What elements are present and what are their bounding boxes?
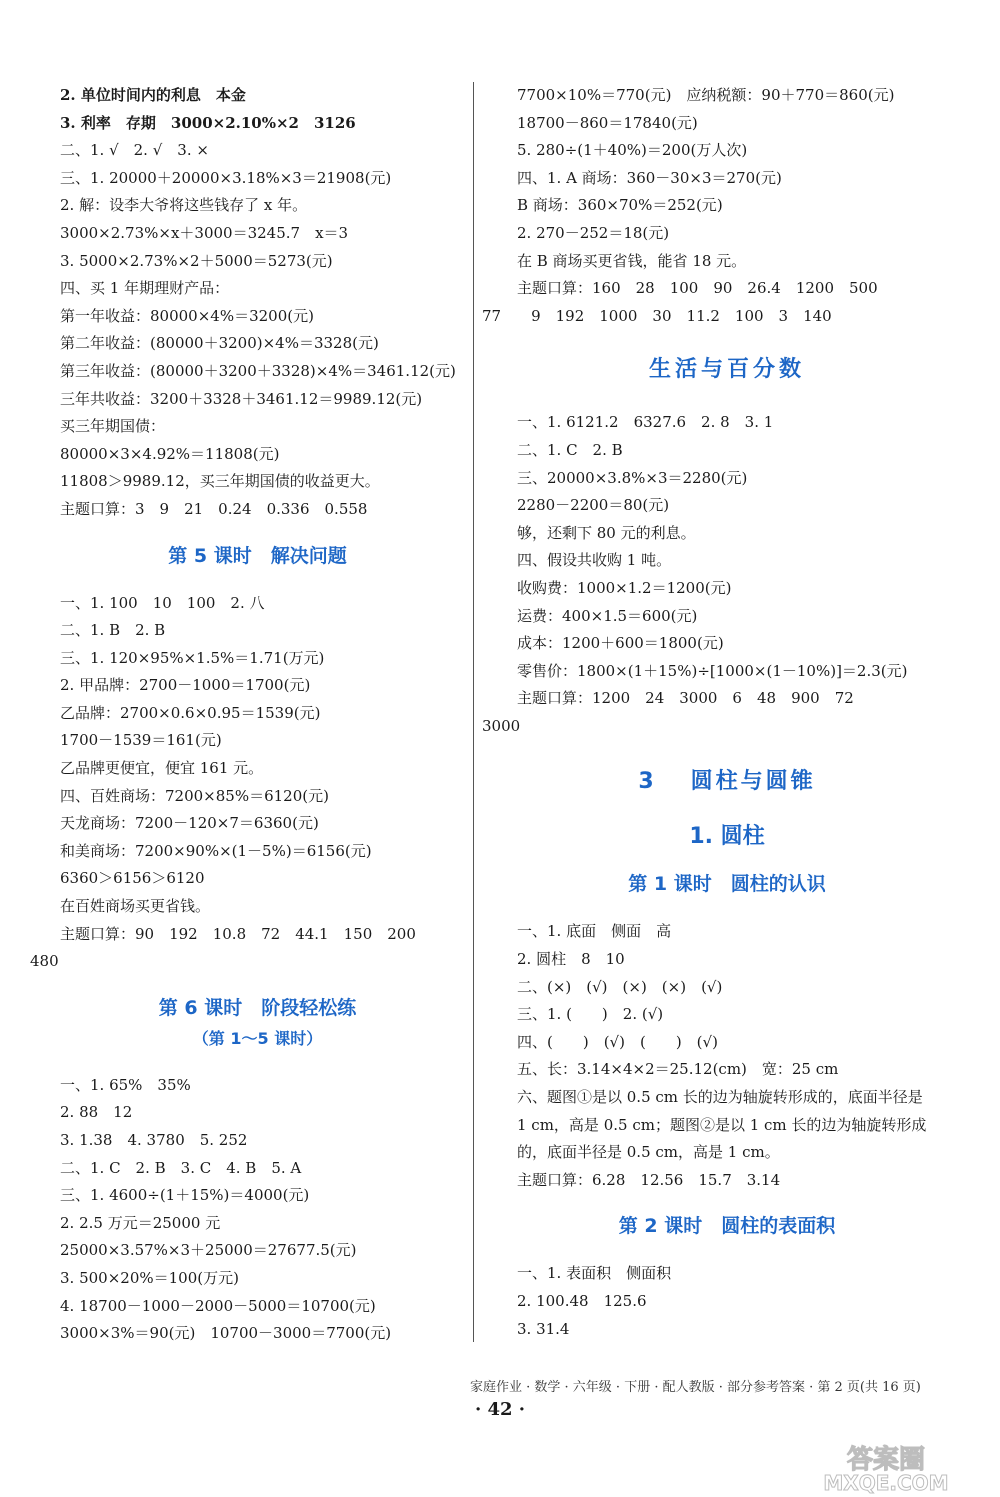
answer-line: 买三年期国债： bbox=[60, 417, 166, 436]
answer-line: 三年共收益：3200＋3328＋3461.12＝9989.12(元) bbox=[60, 389, 423, 408]
answer-line: 2. 270－252＝18(元) bbox=[517, 223, 670, 242]
answer-line: 三、1. ( ) 2. (√) bbox=[517, 1005, 664, 1024]
answer-line: 3. 31.4 bbox=[517, 1319, 570, 1338]
answer-line: 收购费：1000×1.2＝1200(元) bbox=[517, 578, 732, 597]
heading-section-life-percent: 生活与百分数 bbox=[648, 357, 805, 383]
answer-line: 够，还剩下 80 元的利息。 bbox=[517, 523, 696, 542]
answer-line: 三、1. 20000＋20000×3.18%×3＝21908(元) bbox=[60, 168, 392, 187]
answer-line: 乙品牌：2700×0.6×0.95＝1539(元) bbox=[60, 703, 321, 722]
heading-lesson-6-sub: （第 1～5 课时） bbox=[192, 1028, 323, 1048]
answer-line: 二、(×) (√) (×) (×) (√) bbox=[517, 977, 723, 996]
watermark-bottom-text: MXQE.COM bbox=[823, 1471, 949, 1495]
heading-lesson-5: 第 5 课时 解决问题 bbox=[168, 544, 347, 567]
answer-line: 三、1. 120×95%×1.5%＝1.71(万元) bbox=[60, 648, 325, 667]
right-column bbox=[482, 82, 937, 1343]
answer-line: 六、题图①是以 0.5 cm 长的边为轴旋转形成的，底面半径是 1 cm，高是 0.5 cm；题图②是以 1 cm 长的边为轴旋转形成的，底面半径是 0.5 cm，高是 1 cm。 bbox=[517, 1088, 927, 1162]
answer-line: 3000×2.73%×x＋3000＝3245.7 x＝3 bbox=[60, 223, 349, 242]
answer-line: 主题口算：160 28 100 90 26.4 1200 500 bbox=[517, 279, 878, 298]
answer-line: 二、1. C 2. B 3. C 4. B 5. A bbox=[60, 1158, 302, 1177]
answer-line: 第三年收益：(80000＋3200＋3328)×4%＝3461.12(元) bbox=[60, 361, 456, 380]
answer-line: 3000 bbox=[482, 716, 521, 735]
answer-line: 一、1. 底面 侧面 高 bbox=[517, 922, 672, 941]
answer-line: 五、长：3.14×4×2＝25.12(cm) 宽：25 cm bbox=[517, 1060, 839, 1079]
answer-line: B 商场：360×70%＝252(元) bbox=[517, 196, 723, 215]
page-number: · 42 · bbox=[474, 1399, 526, 1420]
answer-line: 在 B 商场买更省钱，能省 18 元。 bbox=[517, 251, 747, 270]
answer-line: 2. 88 12 bbox=[60, 1103, 133, 1122]
right-block-1 bbox=[482, 82, 937, 330]
answer-line: 四、假设共收购 1 吨。 bbox=[517, 551, 672, 570]
answer-line: 25000×3.57%×3＋25000＝27677.5(元) bbox=[60, 1241, 357, 1260]
chapter-number: 3 bbox=[638, 769, 657, 795]
answer-line: 成本：1200＋600＝1800(元) bbox=[517, 634, 724, 653]
answer-line: 2. 甲品牌：2700－1000＝1700(元) bbox=[60, 676, 311, 695]
right-block-4 bbox=[517, 1260, 937, 1343]
answer-line: 3. 500×20%＝100(万元) bbox=[60, 1268, 239, 1287]
left-column bbox=[30, 82, 456, 1348]
answer-line: 2. 100.48 125.6 bbox=[517, 1292, 647, 1310]
answer-line: 主题口算：90 192 10.8 72 44.1 150 200 bbox=[60, 924, 416, 943]
answer-line: 四、1. A 商场：360－30×3＝270(元) bbox=[517, 168, 782, 187]
left-block-3 bbox=[60, 1072, 455, 1348]
answer-line: 3. 5000×2.73%×2＋5000＝5273(元) bbox=[60, 251, 333, 270]
answer-line: 6360＞6156＞6120 bbox=[60, 869, 205, 888]
answer-line: 3. 利率 存期 3000×2.10%×2 3126 bbox=[60, 113, 356, 132]
answer-line: 一、1. 表面积 侧面积 bbox=[517, 1264, 672, 1283]
answer-line: 三、20000×3.8%×3＝2280(元) bbox=[517, 468, 748, 487]
answer-line: 一、1. 100 10 100 2. 八 bbox=[60, 593, 265, 612]
answer-line: 二、1. C 2. B bbox=[517, 440, 623, 459]
answer-line: 2. 圆柱 8 10 bbox=[517, 950, 625, 969]
answer-line: 11808＞9989.12，买三年期国债的收益更大。 bbox=[60, 472, 380, 491]
answer-line: 第二年收益：(80000＋3200)×4%＝3328(元) bbox=[60, 334, 379, 353]
answer-line: 主题口算：1200 24 3000 6 48 900 72 bbox=[517, 689, 854, 708]
heading-lesson-1: 第 1 课时 圆柱的认识 bbox=[628, 873, 826, 896]
right-block-3 bbox=[517, 918, 937, 1194]
answer-line: 2280－2200＝80(元) bbox=[517, 496, 670, 515]
heading-lesson-6: 第 6 课时 阶段轻松练 bbox=[158, 996, 357, 1019]
answer-line: 第一年收益：80000×4%＝3200(元) bbox=[60, 306, 314, 325]
answer-line: 4. 18700－1000－2000－5000＝10700(元) bbox=[60, 1296, 376, 1315]
answer-line: 一、1. 65% 35% bbox=[60, 1075, 191, 1094]
left-block-2 bbox=[30, 590, 455, 976]
answer-line: 乙品牌更便宜，便宜 161 元。 bbox=[60, 759, 264, 778]
answer-line: 5. 280÷(1＋40%)＝200(万人次) bbox=[517, 141, 748, 160]
answer-line: 零售价：1800×(1＋15%)÷[1000×(1－10%)]＝2.3(元) bbox=[517, 661, 908, 680]
left-block-1 bbox=[60, 82, 455, 524]
answer-line: 77 9 192 1000 30 11.2 100 3 140 bbox=[482, 306, 832, 325]
answer-line: 2. 2.5 万元＝25000 元 bbox=[60, 1213, 221, 1232]
right-block-2 bbox=[482, 409, 937, 740]
answer-line: 主题口算：6.28 12.56 15.7 3.14 bbox=[517, 1170, 781, 1189]
answer-line: 四、买 1 年期理财产品： bbox=[60, 279, 230, 298]
watermark-logo bbox=[786, 1440, 986, 1495]
answer-line: 3. 1.38 4. 3780 5. 252 bbox=[60, 1131, 248, 1149]
answer-line: 2. 解：设李大爷将这些钱存了 x 年。 bbox=[60, 196, 308, 215]
answer-line: 80000×3×4.92%＝11808(元) bbox=[60, 444, 280, 463]
answer-line: 在百姓商场买更省钱。 bbox=[60, 897, 211, 916]
answer-line: 480 bbox=[30, 952, 59, 971]
answer-line: 二、1. B 2. B bbox=[60, 621, 166, 640]
answer-line: 一、1. 6121.2 6327.6 2. 8 3. 1 bbox=[517, 413, 774, 432]
answer-line: 18700－860＝17840(元) bbox=[517, 113, 698, 132]
answer-line: 1700－1539＝161(元) bbox=[60, 731, 222, 750]
watermark-top-text: 答案圈 bbox=[846, 1445, 926, 1475]
answer-line: 主题口算：3 9 21 0.24 0.336 0.558 bbox=[60, 499, 368, 518]
answer-line: 3000×3%＝90(元) 10700－3000＝7700(元) bbox=[60, 1324, 392, 1343]
answer-line: 和美商场：7200×90%×(1－5%)＝6156(元) bbox=[60, 841, 372, 860]
answer-line: 三、1. 4600÷(1＋15%)＝4000(元) bbox=[60, 1186, 310, 1205]
answer-line: 二、1. √ 2. √ 3. × bbox=[60, 141, 209, 160]
page-footer: 家庭作业 · 数学 · 六年级 · 下册 · 配人教版 · 部分参考答案 · 第 2 页(共 16 页) bbox=[470, 1380, 921, 1395]
answer-line: 运费：400×1.5＝600(元) bbox=[517, 606, 698, 625]
answer-line: 7700×10%＝770(元) 应纳税额：90＋770＝860(元) bbox=[517, 86, 895, 104]
chapter-title: 圆柱与圆锥 bbox=[690, 769, 816, 795]
answer-line: 四、百姓商场：7200×85%＝6120(元) bbox=[60, 786, 329, 805]
answer-line: 天龙商场：7200－120×7＝6360(元) bbox=[60, 814, 319, 833]
answer-line: 2. 单位时间内的利息 本金 bbox=[60, 86, 246, 104]
answer-line: 四、( ) (√) ( ) (√) bbox=[517, 1032, 718, 1051]
column-divider bbox=[473, 82, 474, 1342]
heading-lesson-2: 第 2 课时 圆柱的表面积 bbox=[618, 1215, 836, 1238]
heading-chapter-3 bbox=[517, 764, 937, 795]
heading-unit-cylinder: 1. 圆柱 bbox=[689, 824, 765, 850]
